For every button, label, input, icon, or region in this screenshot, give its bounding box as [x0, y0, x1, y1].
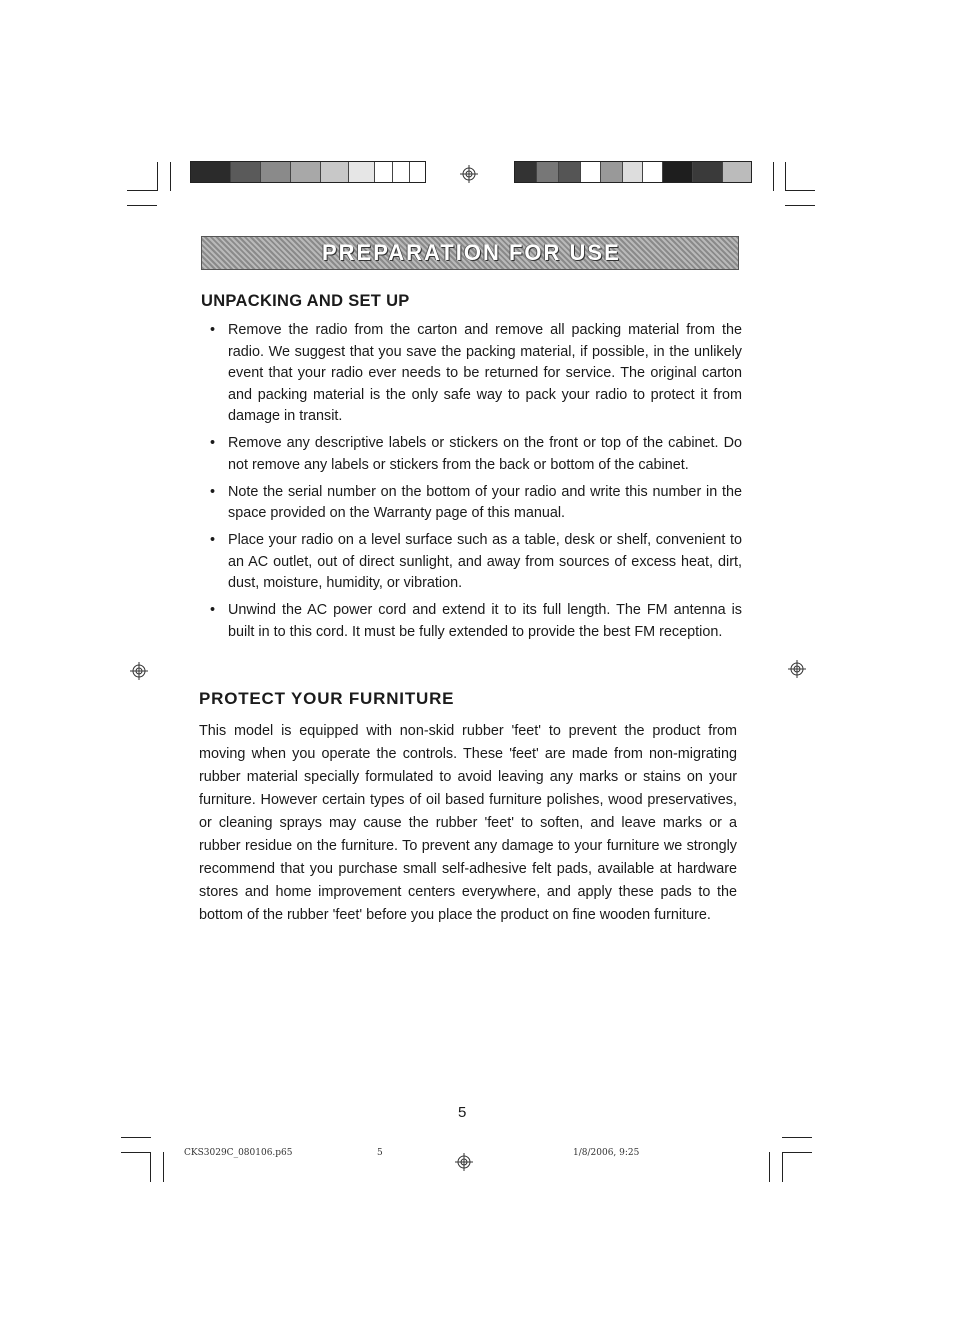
- unpacking-bullet-list: [210, 320, 742, 649]
- crop-mark: [127, 205, 157, 206]
- section-title-bar: [201, 236, 739, 270]
- crop-mark: [782, 1137, 812, 1138]
- crop-mark: [127, 190, 157, 191]
- crop-mark: [782, 1152, 783, 1182]
- list-item: • Remove any descriptive labels or stickers on the front or top of the cabinet. Do not remove any labels or stickers from the back or bottom of the cabinet.: [210, 435, 742, 473]
- list-item: • Note the serial number on the bottom of your radio and write this number in the space provided on the Warranty page of this manual.: [210, 483, 742, 521]
- crop-mark: [782, 1152, 812, 1153]
- crop-mark: [150, 1152, 151, 1182]
- list-item: • Place your radio on a level surface such as a table, desk or shelf, convenient to an AC outlet, out of direct sunlight, and away from sources of excess heat, dirt, dust, moisture, humidity, or vibration.: [210, 532, 742, 591]
- registration-bar-right: [514, 161, 752, 183]
- footer-datetime: 1/8/2006, 9:25: [573, 1148, 640, 1158]
- registration-target-icon: [130, 662, 148, 680]
- registration-target-icon: [455, 1153, 473, 1171]
- footer-filename: CKS3029C_080106.p65: [184, 1148, 293, 1158]
- footer-page: 5: [377, 1148, 383, 1158]
- registration-bar-left: [190, 161, 426, 183]
- crop-mark: [163, 1152, 164, 1182]
- page-title: PREPARATION FOR USE: [322, 240, 621, 265]
- registration-target-icon: [460, 165, 478, 183]
- crop-mark: [170, 162, 171, 191]
- registration-target-icon: [788, 660, 806, 678]
- crop-mark: [785, 162, 786, 191]
- protect-furniture-paragraph: This model is equipped with non-skid rubber 'feet' to prevent the product from moving when you operate the controls. These 'feet' are made from non-migrating rubber material specially formulated to avoid leaving any marks or stains on your furniture. However certain types of oil based furniture polishes, wood preservatives, or cleaning sprays may cause the rubber 'feet' to soften, and leave marks or a rubber residue on the furniture. To prevent any damage to your furniture we strongly recommend that you purchase small self-adhesive felt pads, available at hardware stores and home improvement centers everywhere, and apply these pads to the bottom of the rubber 'feet' before you place the product on fine wooden furniture.: [199, 723, 737, 923]
- crop-mark: [121, 1137, 151, 1138]
- bullet-icon: •: [210, 532, 216, 548]
- page-number: 5: [458, 1104, 467, 1121]
- heading-unpacking: UNPACKING AND SET UP: [201, 292, 410, 310]
- bullet-icon: •: [210, 435, 216, 451]
- list-item: • Remove the radio from the carton and remove all packing material from the radio. We suggest that you save the packing material, if possible, in the unlikely event that your radio ever needs to be returned for service. The original carton and packing material is the only safe way to pack your radio to protect it from damage in transit.: [210, 322, 742, 424]
- crop-mark: [785, 190, 815, 191]
- list-item: • Unwind the AC power cord and extend it to its full length. The FM antenna is built in to this cord. It must be fully extended to provide the best FM reception.: [210, 602, 742, 640]
- crop-mark: [769, 1152, 770, 1182]
- bullet-icon: •: [210, 483, 216, 500]
- crop-mark: [157, 162, 158, 191]
- crop-mark: [121, 1152, 151, 1153]
- bullet-icon: •: [210, 322, 216, 338]
- heading-protect-furniture: PROTECT YOUR FURNITURE: [199, 689, 455, 708]
- crop-mark: [773, 162, 774, 191]
- bullet-icon: •: [210, 602, 216, 618]
- crop-mark: [785, 205, 815, 206]
